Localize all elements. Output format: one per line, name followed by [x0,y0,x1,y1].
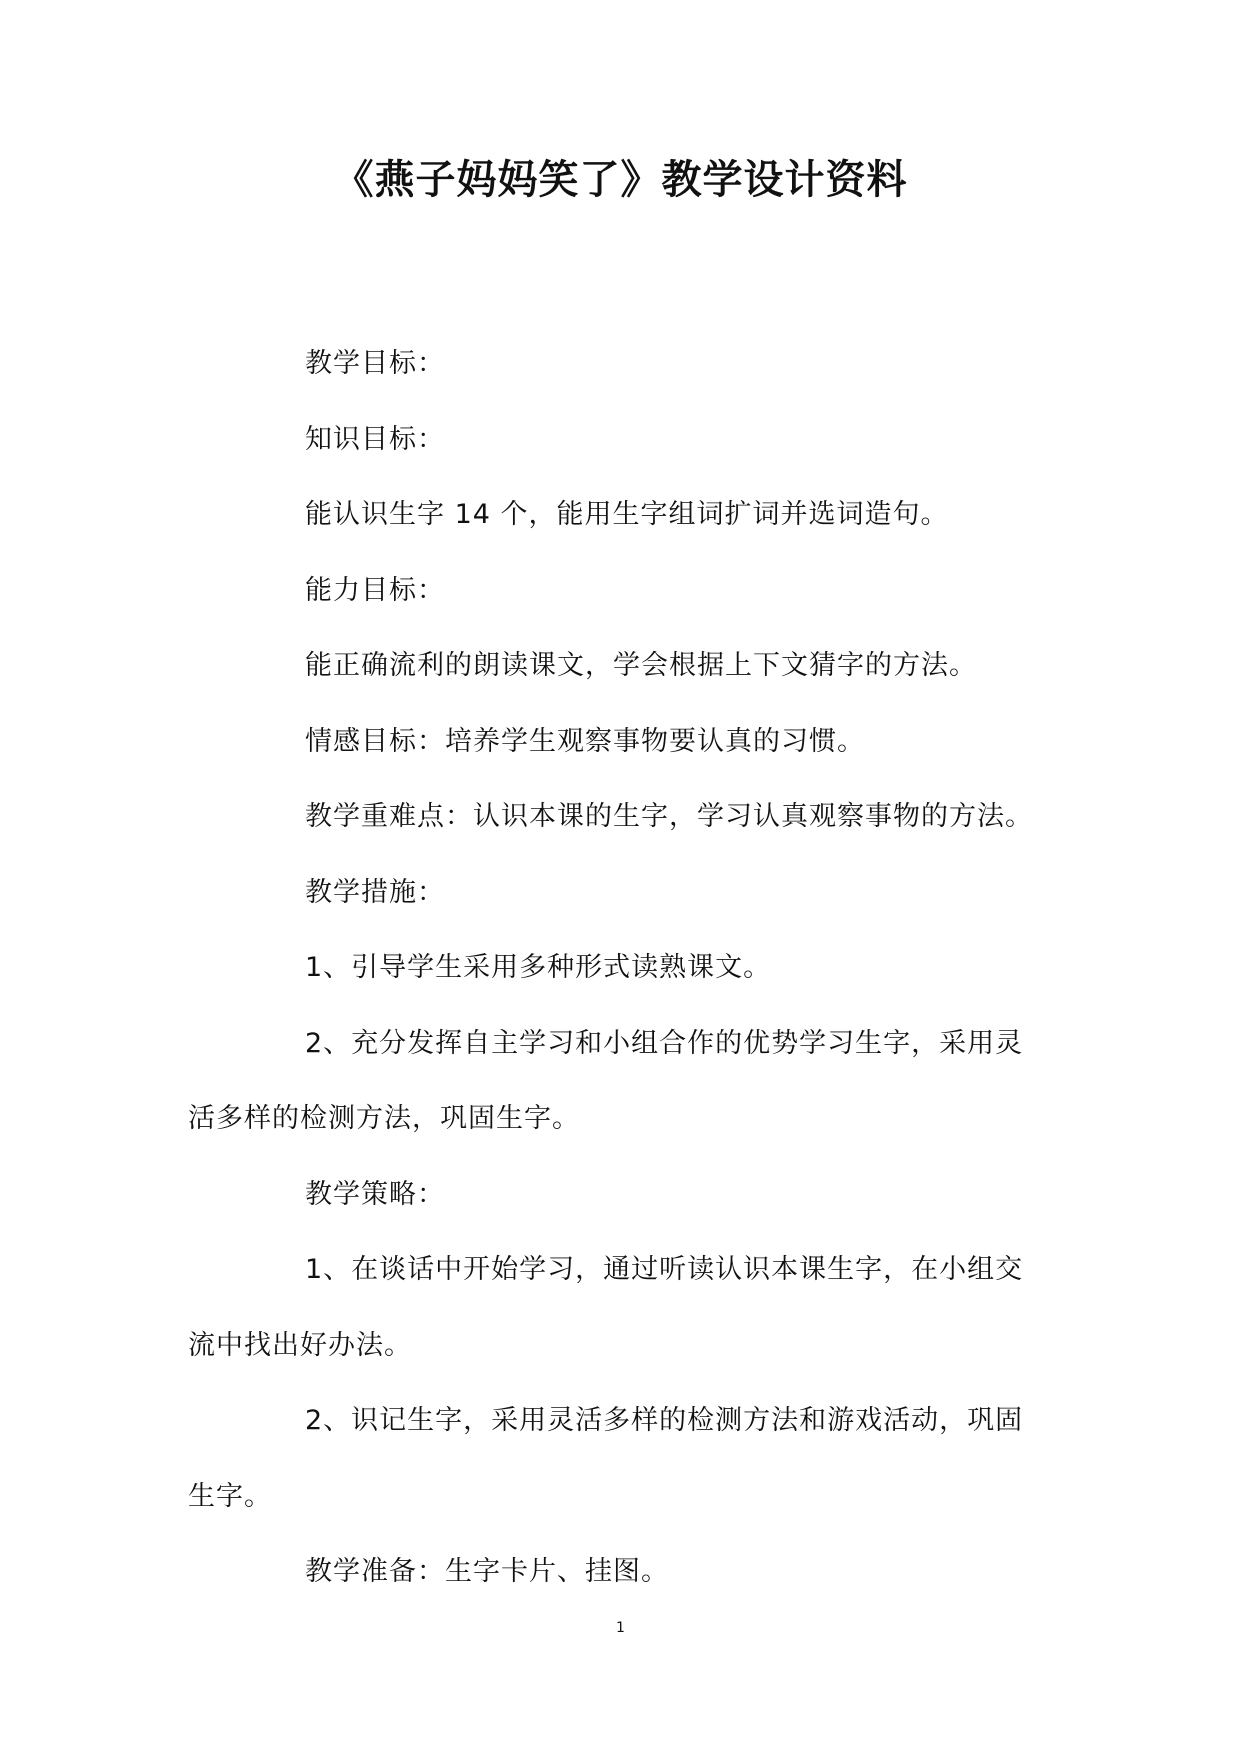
document-body [188,326,1048,1610]
paragraph: 教学措施： [305,876,445,908]
page-number: 1 [616,1620,625,1636]
paragraph: 2、充分发挥自主学习和小组合作的优势学习生字，采用灵 [305,1027,1024,1059]
paragraph: 能正确流利的朗读课文，学会根据上下文猜字的方法。 [305,650,977,681]
paragraph: 生字。 [188,1480,272,1512]
paragraph: 教学准备：生字卡片、挂图。 [305,1556,669,1587]
document-title: 《燕子妈妈笑了》教学设计资料 [333,157,908,203]
paragraph: 流中找出好办法。 [188,1329,412,1361]
paragraph: 1、引导学生采用多种形式读熟课文。 [305,952,772,983]
paragraph: 知识目标： [305,423,445,455]
paragraph: 2、识记生字，采用灵活多样的检测方法和游戏活动，巩固 [305,1405,1024,1436]
paragraph: 教学重难点：认识本课的生字，学习认真观察事物的方法。 [305,801,1033,832]
paragraph: 情感目标：培养学生观察事物要认真的习惯。 [305,725,865,757]
paragraph: 教学目标： [305,348,445,379]
paragraph: 活多样的检测方法，巩固生字。 [188,1103,580,1134]
paragraph: 能力目标： [305,574,445,606]
paragraph: 教学策略： [305,1178,445,1210]
paragraph: 能认识生字 14 个，能用生字组词扩词并选词造句。 [305,499,949,530]
paragraph: 1、在谈话中开始学习，通过听读认识本课生字，在小组交 [305,1254,1024,1285]
